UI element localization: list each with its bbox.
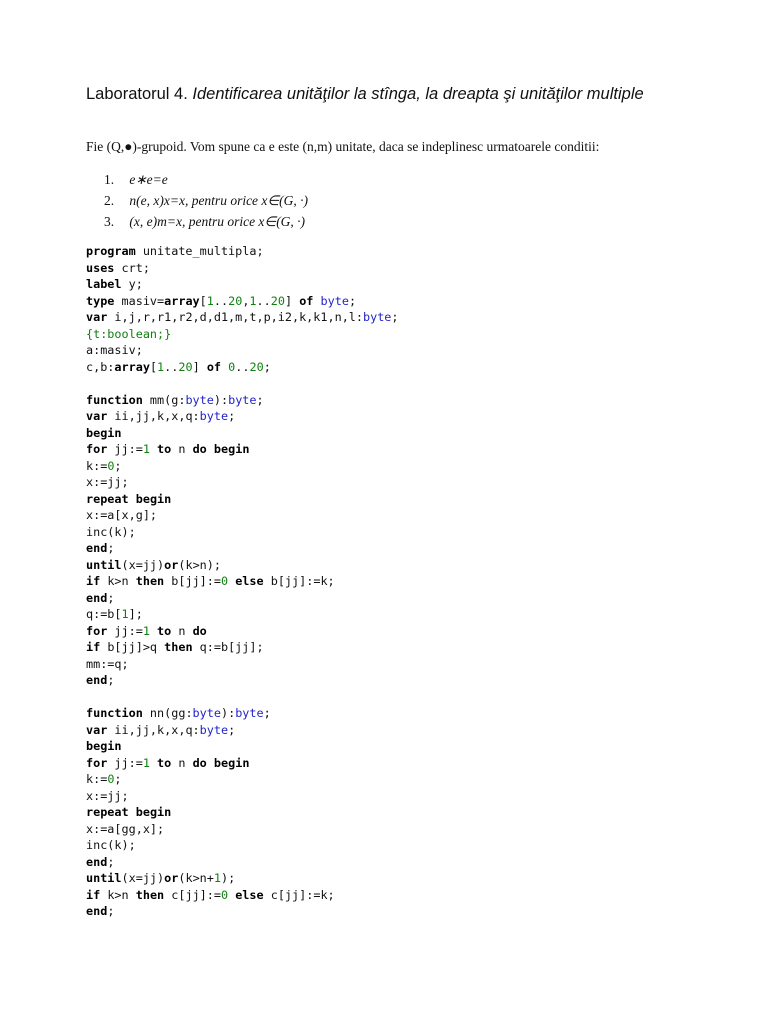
code-line: [86, 821, 399, 838]
code-text: [313, 294, 320, 308]
code-type: byte: [320, 293, 349, 308]
code-text: ;: [256, 392, 264, 407]
code-keyword: if: [86, 640, 101, 654]
code-keyword: then: [135, 887, 165, 902]
code-text: inc(k);: [86, 524, 136, 539]
code-text: b[jj]>q: [100, 640, 165, 654]
code-keyword: or: [164, 557, 179, 572]
condition-number: 2.: [104, 193, 115, 208]
code-line: [86, 557, 399, 574]
code-number: 0: [220, 574, 229, 588]
code-keyword: else: [235, 887, 264, 902]
code-keyword: or: [164, 871, 179, 885]
code-keyword: of: [206, 359, 222, 374]
code-text: ..: [164, 359, 179, 374]
code-text: (k>n);: [178, 557, 221, 572]
code-line: [86, 854, 399, 871]
code-text: n: [171, 755, 193, 770]
code-text: ;: [107, 541, 115, 555]
code-text: (x=jj): [121, 557, 165, 572]
code-text: b[jj]:=: [164, 574, 221, 588]
code-keyword: begin: [213, 755, 250, 770]
code-text: [: [199, 293, 207, 308]
code-text: mm(g:: [142, 392, 186, 407]
code-keyword: for: [86, 755, 108, 770]
code-line: [86, 524, 399, 541]
code-keyword: then: [135, 574, 165, 588]
code-line: [86, 441, 399, 458]
code-text: nn(gg:: [142, 706, 193, 720]
code-text: ];: [128, 607, 143, 621]
code-line: [86, 408, 399, 425]
condition-formula: e∗e=e: [129, 172, 168, 187]
code-line: [86, 540, 399, 557]
code-keyword: to: [157, 623, 172, 638]
code-text: x:=jj;: [86, 788, 129, 803]
code-number: 0: [220, 887, 229, 902]
code-text: jj:=: [107, 623, 143, 638]
code-line: [86, 293, 399, 310]
code-line: [86, 837, 399, 854]
code-text: ):: [220, 706, 236, 720]
code-text: k>n: [100, 574, 136, 588]
code-text: mm:=q;: [86, 656, 129, 671]
code-text: [207, 756, 214, 770]
code-line: [86, 722, 399, 739]
code-type: byte: [235, 706, 264, 720]
code-text: [129, 492, 136, 506]
condition-formula: (x, e)m=x, pentru orice x∈(G, ·): [129, 214, 306, 229]
definition-paragraph: Fie (Q,●)-grupoid. Vom spune ca e este (n,m) unitate, daca se indeplinesc urmatoarele conditii:: [86, 139, 600, 154]
code-keyword: for: [86, 442, 108, 456]
code-line: [86, 606, 399, 623]
code-number: 1: [206, 293, 214, 308]
code-keyword: to: [157, 442, 172, 456]
code-type: byte: [199, 722, 229, 737]
code-keyword: var: [86, 722, 108, 737]
code-text: [129, 805, 136, 819]
code-keyword: var: [86, 409, 108, 423]
code-keyword: end: [86, 673, 108, 687]
code-keyword: program: [86, 244, 136, 258]
code-text: ;: [263, 359, 271, 374]
code-line: [86, 425, 399, 442]
code-number: 1: [213, 871, 221, 885]
code-keyword: var: [86, 310, 108, 324]
lab-number: Laboratorul 4.: [86, 85, 188, 103]
code-line: [86, 474, 399, 491]
code-keyword: until: [86, 557, 122, 572]
condition-formula: n(e, x)x=x, pentru orice x∈(G, ·): [129, 193, 309, 208]
code-text: k>n: [100, 887, 136, 902]
code-text: c,b:: [86, 359, 115, 374]
code-line: [86, 359, 399, 376]
code-keyword: array: [164, 293, 200, 308]
code-keyword: repeat: [86, 805, 129, 819]
code-number: 1: [142, 442, 150, 456]
condition-item: [104, 192, 308, 213]
code-keyword: if: [86, 574, 101, 588]
code-line: [86, 392, 399, 409]
code-line: [86, 458, 399, 475]
code-line: [86, 243, 399, 260]
code-text: ;: [348, 293, 357, 308]
code-text: ;: [107, 854, 115, 869]
code-text: ..: [235, 359, 250, 374]
code-line: [86, 309, 399, 326]
code-text: c[jj]:=: [164, 887, 221, 902]
code-keyword: begin: [135, 491, 172, 506]
code-type: byte: [363, 310, 392, 324]
code-keyword: begin: [86, 739, 122, 753]
code-text: ..: [256, 293, 271, 308]
lab-heading: Identificarea unităţilor la stînga, la dreapta şi unităţilor multiple: [192, 85, 644, 103]
code-text: );: [220, 871, 236, 885]
code-text: ;: [263, 706, 271, 720]
code-text: unitate_multipla;: [135, 244, 264, 258]
conditions-list: [104, 171, 308, 234]
code-text: [207, 442, 214, 456]
code-line: [86, 375, 399, 392]
code-text: [150, 442, 157, 456]
code-line: [86, 738, 399, 755]
code-keyword: do: [192, 442, 207, 456]
code-type: byte: [185, 392, 214, 407]
code-line: [86, 689, 399, 706]
code-number: 0: [107, 772, 115, 786]
code-keyword: uses: [86, 260, 115, 275]
code-text: ]: [192, 359, 207, 374]
code-text: b[jj]:=k;: [263, 574, 335, 588]
code-keyword: function: [86, 706, 143, 720]
code-number: 1: [121, 607, 129, 621]
code-keyword: do: [192, 755, 207, 770]
code-text: x:=a[gg,x];: [86, 821, 165, 836]
code-line: [86, 573, 399, 590]
lab-title: [86, 84, 686, 105]
code-keyword: end: [86, 590, 108, 605]
code-keyword: then: [164, 640, 193, 654]
code-line: [86, 342, 399, 359]
code-number: 20: [270, 293, 285, 308]
code-line: [86, 870, 399, 887]
code-text: [150, 756, 157, 770]
code-text: ;: [228, 722, 236, 737]
code-keyword: repeat: [86, 491, 129, 506]
code-text: ;: [114, 458, 122, 473]
code-text: ii,jj,k,x,q:: [107, 722, 200, 737]
condition-number: 1.: [104, 172, 115, 187]
code-line: [86, 903, 399, 920]
condition-item: [104, 213, 308, 234]
code-keyword: end: [86, 541, 108, 555]
pascal-code-listing: [86, 243, 399, 920]
code-text: ii,jj,k,x,q:: [107, 409, 200, 423]
code-line: [86, 260, 399, 277]
code-text: y;: [121, 277, 143, 291]
code-keyword: end: [86, 904, 108, 918]
code-text: ]: [284, 293, 300, 308]
code-text: x:=a[x,g];: [86, 508, 158, 522]
code-line: [86, 326, 399, 343]
code-keyword: array: [114, 359, 150, 374]
code-text: [: [149, 359, 158, 374]
code-keyword: else: [235, 574, 264, 588]
code-keyword: begin: [86, 425, 122, 440]
code-text: i,j,r,r1,r2,d,d1,m,t,p,i2,k,k1,n,l:: [107, 310, 363, 324]
code-keyword: for: [86, 623, 108, 638]
code-number: 0: [228, 359, 236, 374]
code-text: ..: [213, 293, 229, 308]
code-keyword: until: [86, 871, 122, 885]
code-keyword: if: [86, 887, 101, 902]
code-text: [150, 624, 157, 638]
code-keyword: begin: [135, 805, 172, 819]
code-type: byte: [199, 409, 229, 423]
code-comment: {t:boolean;}: [86, 326, 172, 341]
code-line: [86, 804, 399, 821]
code-number: 1: [142, 623, 150, 638]
code-text: ;: [391, 310, 399, 324]
code-text: a:masiv;: [86, 343, 143, 357]
code-number: 1: [142, 755, 150, 770]
code-type: byte: [192, 706, 221, 720]
code-line: [86, 705, 399, 722]
code-text: ;: [228, 409, 236, 423]
code-text: masiv=: [114, 293, 165, 308]
code-text: ):: [213, 392, 229, 407]
code-keyword: function: [86, 392, 143, 407]
code-text: jj:=: [107, 442, 143, 456]
code-line: [86, 639, 399, 656]
code-keyword: type: [86, 293, 115, 308]
code-keyword: begin: [213, 442, 250, 456]
code-keyword: of: [299, 293, 314, 308]
code-text: k:=: [86, 772, 108, 786]
code-text: q:=b[jj];: [192, 640, 264, 654]
code-line: [86, 672, 399, 689]
code-text: q:=b[: [86, 607, 122, 621]
code-text: jj:=: [107, 755, 143, 770]
code-line: [86, 771, 399, 788]
code-text: c[jj]:=k;: [263, 887, 335, 902]
code-line: [86, 656, 399, 673]
code-line: [86, 755, 399, 772]
code-text: ;: [107, 904, 115, 918]
code-number: 20: [178, 359, 193, 374]
condition-number: 3.: [104, 214, 115, 229]
code-line: [86, 491, 399, 508]
code-text: n: [171, 623, 193, 638]
code-number: 1: [157, 359, 165, 374]
code-type: byte: [228, 392, 257, 407]
code-text: (x=jj): [121, 871, 165, 885]
code-line: [86, 887, 399, 904]
code-text: x:=jj;: [86, 475, 129, 489]
code-text: ,: [242, 293, 250, 308]
code-number: 20: [228, 293, 243, 308]
code-keyword: label: [86, 277, 122, 291]
code-text: inc(k);: [86, 838, 136, 852]
code-text: ;: [107, 590, 115, 605]
code-number: 1: [249, 293, 257, 308]
code-text: (k>n+: [178, 871, 214, 885]
code-line: [86, 788, 399, 805]
code-text: crt;: [114, 260, 150, 275]
code-number: 0: [107, 458, 115, 473]
code-text: ;: [107, 673, 115, 687]
code-line: [86, 507, 399, 524]
code-line: [86, 623, 399, 640]
code-line: [86, 276, 399, 293]
code-text: ;: [114, 772, 122, 786]
code-text: k:=: [86, 458, 108, 473]
code-keyword: end: [86, 854, 108, 869]
code-keyword: to: [157, 755, 172, 770]
code-keyword: do: [192, 623, 207, 638]
condition-item: [104, 171, 308, 192]
code-number: 20: [249, 359, 264, 374]
code-text: n: [171, 442, 193, 456]
code-line: [86, 590, 399, 607]
